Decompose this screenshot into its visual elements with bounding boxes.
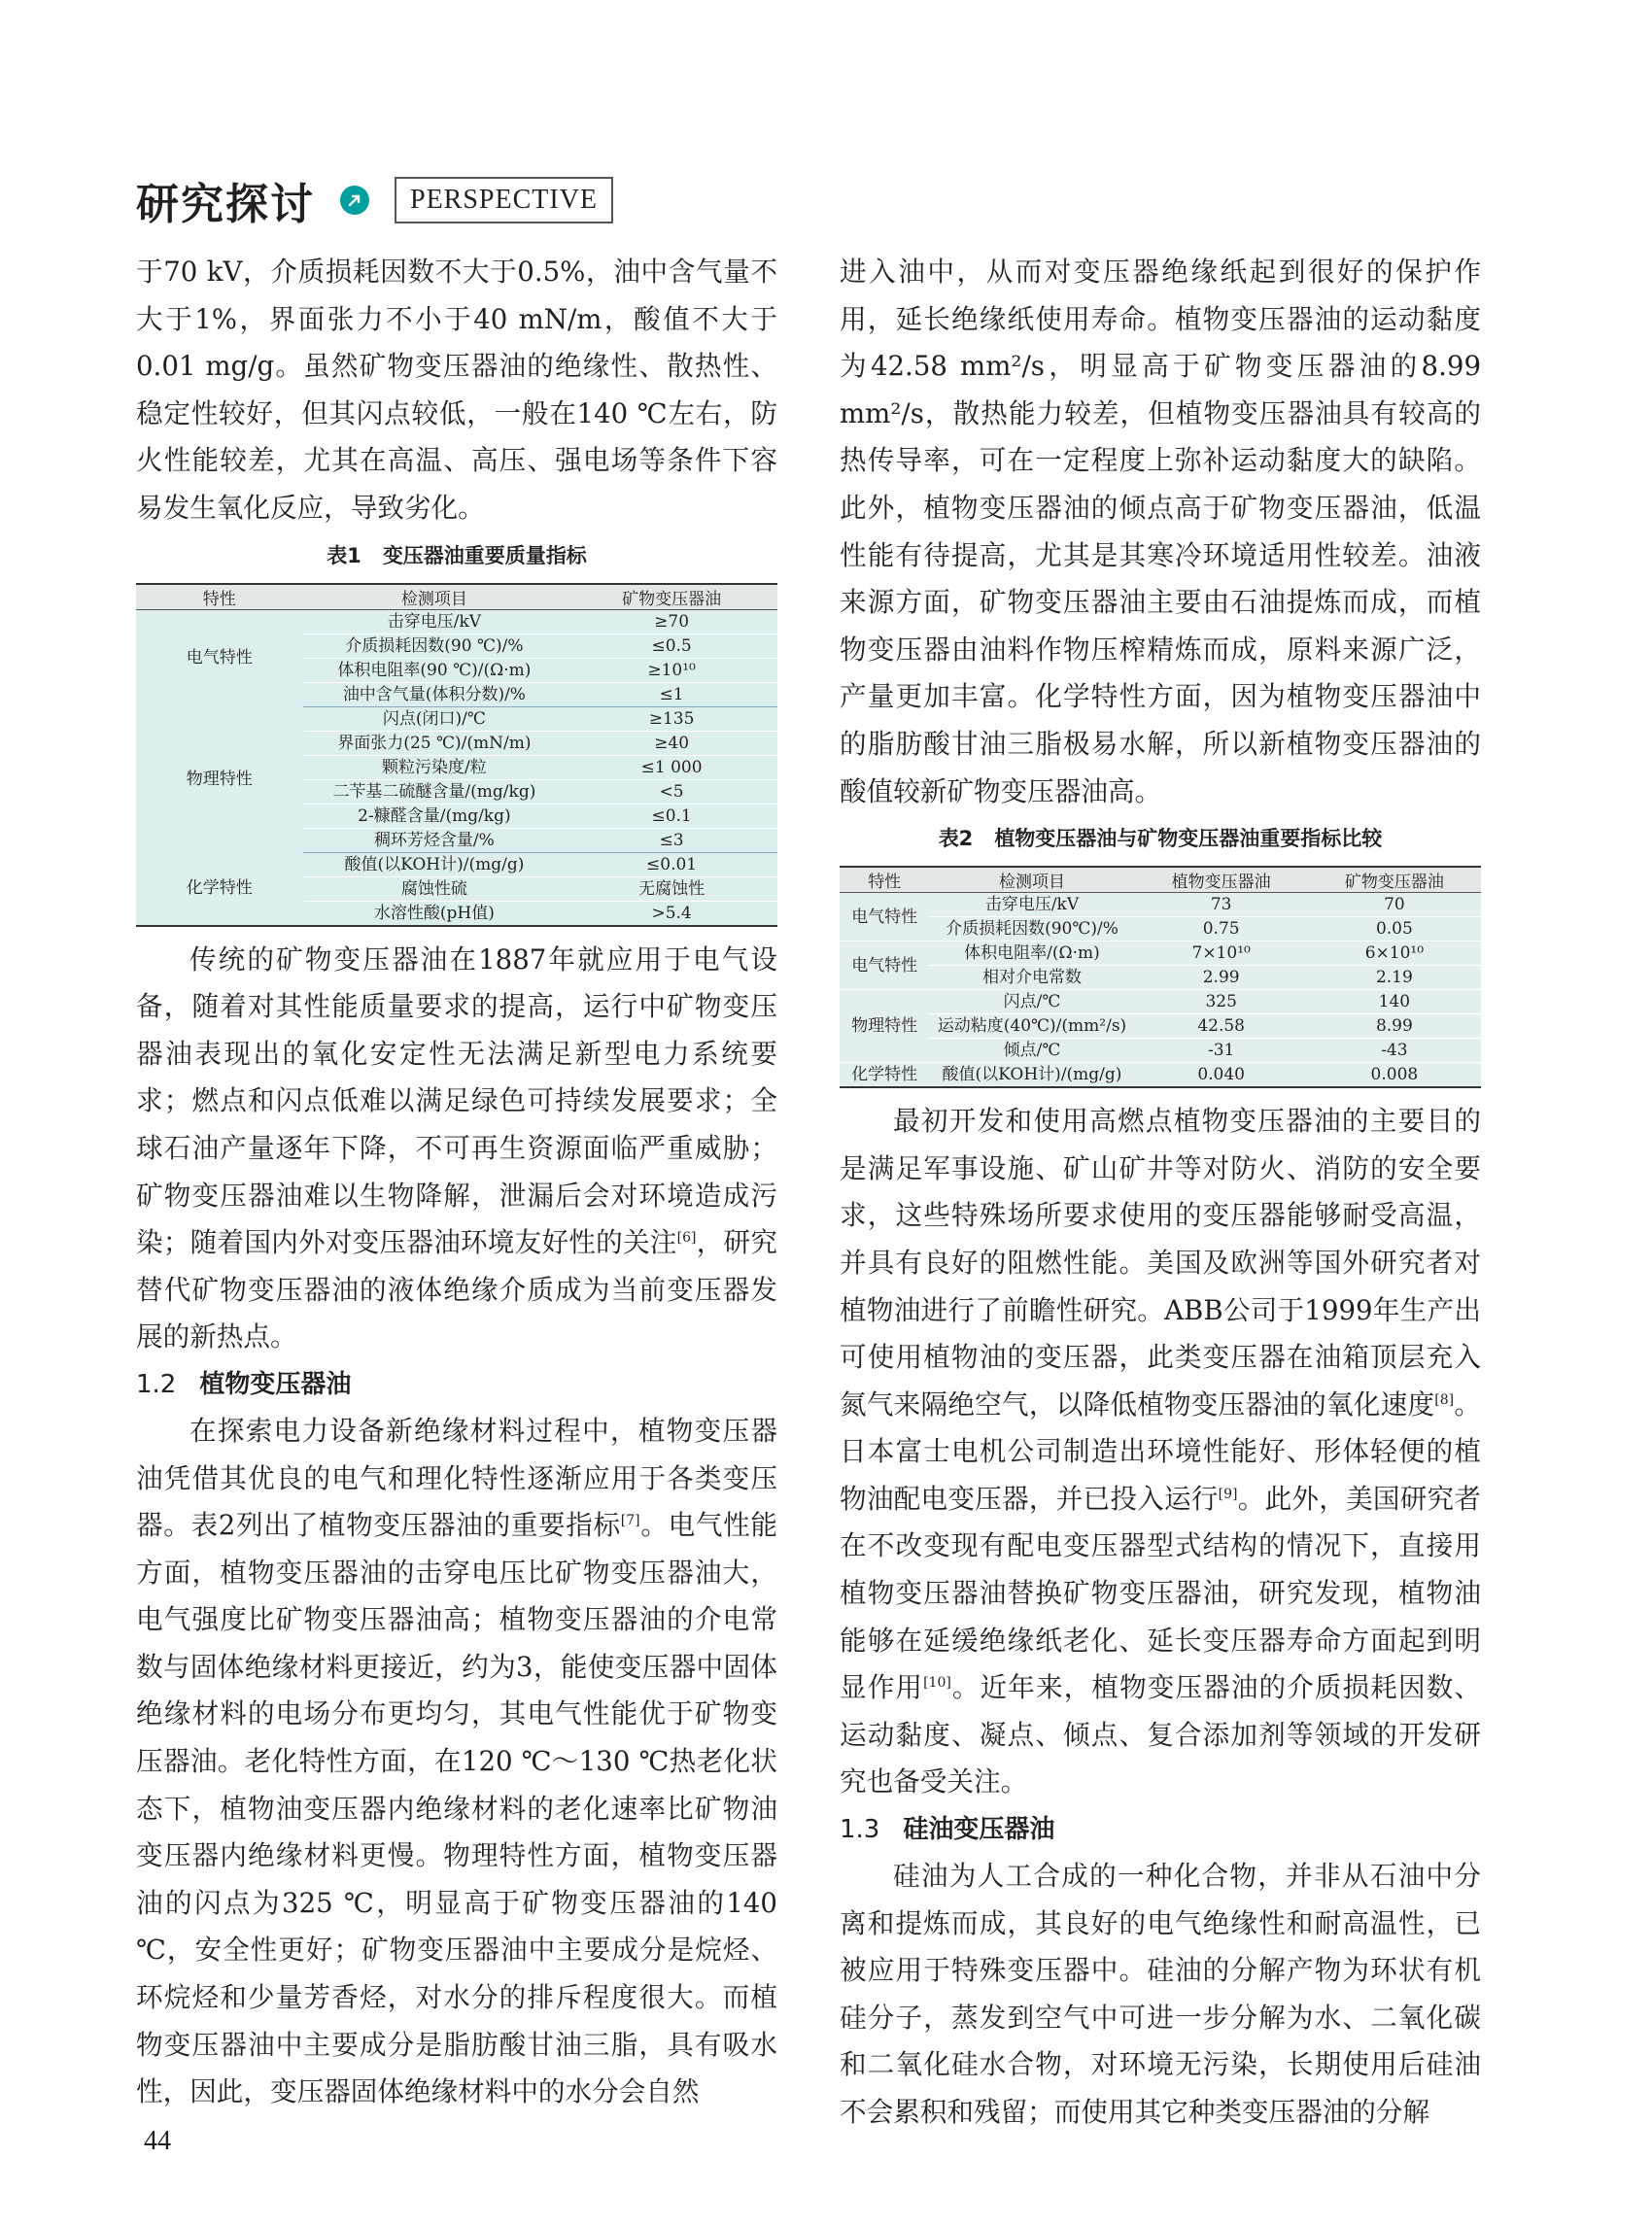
text-span: 传统的矿物变压器油在1887年就应用于电气设备，随着对其性能质量要求的提高，运行中矿物变压器油表现出的氧化安定性无法满足新型电力系统要求；燃点和闪点低难以满足绿色可持续发展要求；全球石油产量逐年下降，不可再生资源面临严重威胁；矿物变压器油难以生物降解，泄漏后会对环境造成污染；随着国内外对变压器油环境友好性的关注 xyxy=(136,942,777,1259)
table2-cell: 8.99 xyxy=(1308,1014,1481,1039)
table1-cell: ≤1 000 xyxy=(566,755,777,779)
table2-cell: 介质损耗因数(90℃)/% xyxy=(929,917,1134,942)
table2-cell: 运动粘度(40℃)/(mm²/s) xyxy=(929,1014,1134,1039)
table2-cell: 325 xyxy=(1135,990,1308,1014)
table2-cell: 2.99 xyxy=(1135,966,1308,990)
left-column xyxy=(136,249,777,2116)
table1 xyxy=(136,583,777,927)
arrow-circle-icon xyxy=(340,186,369,215)
table2-cell: 闪点/℃ xyxy=(929,990,1134,1014)
table2-cell: 73 xyxy=(1135,893,1308,917)
table2-cell: 0.05 xyxy=(1308,917,1481,942)
table1-header: 特性 xyxy=(136,584,303,610)
subheading-1-2 xyxy=(136,1361,777,1408)
table2-title: 植物变压器油与矿物变压器油重要指标比较 xyxy=(994,827,1383,851)
citation: [9] xyxy=(1218,1486,1238,1502)
table2-caption xyxy=(840,821,1481,856)
text-span: ，研究替代矿物变压器油的液体绝缘介质成为当前变压器发展的新热点。 xyxy=(136,1226,777,1353)
table2-cell: 0.040 xyxy=(1135,1063,1308,1088)
table2-label: 表2 xyxy=(938,827,974,851)
table2-cell: -31 xyxy=(1135,1039,1308,1063)
page-header xyxy=(136,171,613,229)
table1-cell: 油中含气量(体积分数)/% xyxy=(303,682,567,706)
table1-cell: <5 xyxy=(566,779,777,804)
table2-cell: 6×10¹⁰ xyxy=(1308,942,1481,966)
table2-cell: 140 xyxy=(1308,990,1481,1014)
paragraph: 硅油为人工合成的一种化合物，并非从石油中分离和提炼而成，其良好的电气绝缘性和耐高温性，已被应用于特殊变压器中。硅油的分解产物为环状有机硅分子，蒸发到空气中可进一步分解为水、二氧化碳和二氧化硅水合物，对环境无污染，长期使用后硅油不会累积和残留；而使用其它种类变压器油的分解 xyxy=(840,1860,1481,2128)
text-span: 。此外，美国研究者在不改变现有配电变压器型式结构的情况下，直接用植物变压器油替换矿物变压器油，研究发现，植物油能够在延缓绝缘纸老化、延长变压器寿命方面起到明显作用 xyxy=(840,1482,1481,1704)
table1-caption xyxy=(136,538,777,573)
text-span: 。近年来，植物变压器油的介质损耗因数、运动黏度、凝点、倾点、复合添加剂等领域的开发研究也备受关注。 xyxy=(840,1671,1481,1798)
table1-cell: ≤3 xyxy=(566,828,777,852)
table1-cell: 闪点(闭口)/℃ xyxy=(303,706,567,731)
paragraph: 进入油中，从而对变压器绝缘纸起到很好的保护作用，延长绝缘纸使用寿命。植物变压器油的运动黏度为42.58 mm²/s，明显高于矿物变压器油的8.99 mm²/s，散热能力较差，但植物变压器油具有较高的热传导率，可在一定程度上弥补运动黏度大的缺陷。此外，植物变压器油的倾点高于矿物变压器油，低温性能有待提高，尤其是其寒冷环境适用性较差。油液来源方面，矿物变压器油主要由石油提炼而成，而植物变压器由油料作物压榨精炼而成，原料来源广泛，产量更加丰富。化学特性方面，因为植物变压器油中的脂肪酸甘油三脂极易水解，所以新植物变压器油的酸值较新矿物变压器油高。 xyxy=(840,256,1481,807)
table2-group: 电气特性 xyxy=(840,893,929,942)
table2-cell: 42.58 xyxy=(1135,1014,1308,1039)
table1-cell: 击穿电压/kV xyxy=(303,609,567,634)
table1-cell: 体积电阻率(90 ℃)/(Ω·m) xyxy=(303,658,567,682)
table1-title: 变压器油重要质量指标 xyxy=(382,543,587,567)
citation: [7] xyxy=(620,1512,640,1528)
table1-cell: 二苄基二硫醚含量/(mg/kg) xyxy=(303,779,567,804)
table1-cell: 无腐蚀性 xyxy=(566,876,777,901)
paragraph xyxy=(136,937,777,1361)
citation: [8] xyxy=(1434,1391,1455,1408)
table2-cell: 0.75 xyxy=(1135,917,1308,942)
table1-cell: 界面张力(25 ℃)/(mN/m) xyxy=(303,731,567,755)
table2-cell: 体积电阻率/(Ω·m) xyxy=(929,942,1134,966)
table1-cell: 酸值(以KOH计)/(mg/g) xyxy=(303,852,567,876)
subheading-number: 1.3 xyxy=(840,1815,880,1845)
table1-cell: 水溶性酸(pH值) xyxy=(303,901,567,926)
table1-cell: ≥10¹⁰ xyxy=(566,658,777,682)
table1-cell: ≥135 xyxy=(566,706,777,731)
right-column xyxy=(840,249,1481,2137)
table2-cell: 70 xyxy=(1308,893,1481,917)
table2-header: 特性 xyxy=(840,867,929,893)
table2-cell: 击穿电压/kV xyxy=(929,893,1134,917)
table1-group: 电气特性 xyxy=(136,609,303,706)
table1-header: 矿物变压器油 xyxy=(566,584,777,610)
table1-cell: ≤0.5 xyxy=(566,634,777,658)
table2-cell: 酸值(以KOH计)/(mg/g) xyxy=(929,1063,1134,1088)
table1-cell: ≤0.01 xyxy=(566,852,777,876)
table2-cell: 倾点/℃ xyxy=(929,1039,1134,1063)
table1-cell: ≥40 xyxy=(566,731,777,755)
table1-cell: ≤1 xyxy=(566,682,777,706)
subheading-1-3 xyxy=(840,1806,1481,1853)
table2-cell: -43 xyxy=(1308,1039,1481,1063)
subheading-title: 硅油变压器油 xyxy=(903,1815,1055,1845)
table2-group: 电气特性 xyxy=(840,942,929,990)
table2-group: 物理特性 xyxy=(840,990,929,1063)
table2-cell: 2.19 xyxy=(1308,966,1481,990)
table2-header: 检测项目 xyxy=(929,867,1134,893)
table1-cell: 稠环芳烃含量/% xyxy=(303,828,567,852)
table1-cell: 颗粒污染度/粒 xyxy=(303,755,567,779)
table2-cell: 0.008 xyxy=(1308,1063,1481,1088)
subheading-number: 1.2 xyxy=(136,1369,177,1399)
table1-cell: ≤0.1 xyxy=(566,804,777,828)
table1-group: 物理特性 xyxy=(136,706,303,852)
table1-header: 检测项目 xyxy=(303,584,567,610)
paragraph: 于70 kV，介质损耗因数不大于0.5%，油中含气量不大于1%，界面张力不小于40 mN/m，酸值不大于0.01 mg/g。虽然矿物变压器油的绝缘性、散热性、稳定性较好，但其闪点较低，一般在140 ℃左右，防火性能较差，尤其在高温、高压、强电场等条件下容易发生氧化反应，导致劣化。 xyxy=(136,256,777,524)
perspective-label: PERSPECTIVE xyxy=(395,177,613,223)
table2-group: 化学特性 xyxy=(840,1063,929,1088)
table2 xyxy=(840,866,1481,1088)
table1-cell: 2-糠醛含量/(mg/kg) xyxy=(303,804,567,828)
paragraph xyxy=(136,1408,777,2116)
table2-cell: 7×10¹⁰ xyxy=(1135,942,1308,966)
table2-cell: 相对介电常数 xyxy=(929,966,1134,990)
table1-cell: 腐蚀性硫 xyxy=(303,876,567,901)
subheading-title: 植物变压器油 xyxy=(199,1369,352,1399)
text-span: 最初开发和使用高燃点植物变压器油的主要目的是满足军事设施、矿山矿井等对防火、消防的安全要求，这些特殊场所要求使用的变压器能够耐受高温，并具有良好的阻燃性能。美国及欧洲等国外研究者对植物油进行了前瞻性研究。ABB公司于1999年生产出可使用植物油的变压器，此类变压器在油箱顶层充入氮气来隔绝空气，以降低植物变压器油的氧化速度 xyxy=(840,1105,1481,1421)
citation: [10] xyxy=(923,1675,951,1692)
citation: [6] xyxy=(676,1229,697,1246)
table1-cell: 介质损耗因数(90 ℃)/% xyxy=(303,634,567,658)
table2-header: 植物变压器油 xyxy=(1135,867,1308,893)
table1-cell: ≥70 xyxy=(566,609,777,634)
paragraph xyxy=(840,1098,1481,1806)
text-span: 。日本富士电机公司制造出环境性能好、形体轻便的植物油配电变压器，并已投入运行 xyxy=(840,1387,1481,1515)
table1-cell: >5.4 xyxy=(566,901,777,926)
text-span: 在探索电力设备新绝缘材料过程中，植物变压器油凭借其优良的电气和理化特性逐渐应用于各类变压器。表2列出了植物变压器油的重要指标 xyxy=(136,1414,777,1542)
page-number: 44 xyxy=(144,2126,171,2156)
text-span: 。电气性能方面，植物变压器油的击穿电压比矿物变压器油大，电气强度比矿物变压器油高；植物变压器油的介电常数与固体绝缘材料更接近，约为3，能使变压器中固体绝缘材料的电场分布更均匀，其电气性能优于矿物变压器油。老化特性方面，在120 ℃～130 ℃热老化状态下，植物油变压器内绝缘材料的老化速率比矿物油变压器内绝缘材料更慢。物理特性方面，植物变压器油的闪点为325 ℃，明显高于矿物变压器油的140 ℃，安全性更好；矿物变压器油中主要成分是烷烃、环烷烃和少量芳香烃，对水分的排斥程度很大。而植物变压器油中主要成分是脂肪酸甘油三脂，具有吸水性，因此，变压器固体绝缘材料中的水分会自然 xyxy=(136,1509,777,2108)
table1-label: 表1 xyxy=(327,543,361,567)
section-title: 研究探讨 xyxy=(136,180,315,229)
table1-group: 化学特性 xyxy=(136,852,303,926)
table2-header: 矿物变压器油 xyxy=(1308,867,1481,893)
